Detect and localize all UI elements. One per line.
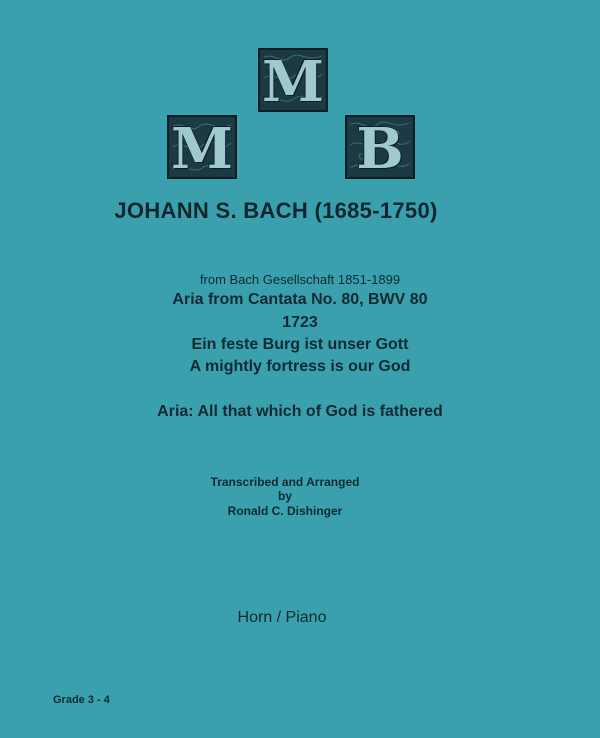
monogram-tile-b-right [345,115,415,179]
monogram-tile-m-top [258,48,328,112]
title-line: Aria from Cantata No. 80, BWV 80 [172,291,428,308]
monogram-letter: M [171,116,233,179]
arranger-credit: Transcribed and Arranged [210,475,360,489]
german-title: Ein feste Burg ist unser Gott [191,336,409,353]
english-title: A mightly fortress is our God [189,358,411,375]
source-line: from Bach Gesellschaft 1851-1899 [199,272,401,287]
monogram-letter: B [356,116,404,179]
instrumentation: Horn / Piano [237,609,327,626]
arranger-by: by [277,489,292,503]
year-line: 1723 [282,314,318,331]
grade-label: Grade 3 - 4 [53,694,110,706]
monogram-tile-m-left [167,115,237,179]
composer-heading: JOHANN S. BACH (1685-1750) [114,198,438,223]
aria-title: Aria: All that which of God is fathered [157,403,443,420]
arranger-name: Ronald C. Dishinger [227,504,343,518]
monogram-letter: M [262,49,324,112]
